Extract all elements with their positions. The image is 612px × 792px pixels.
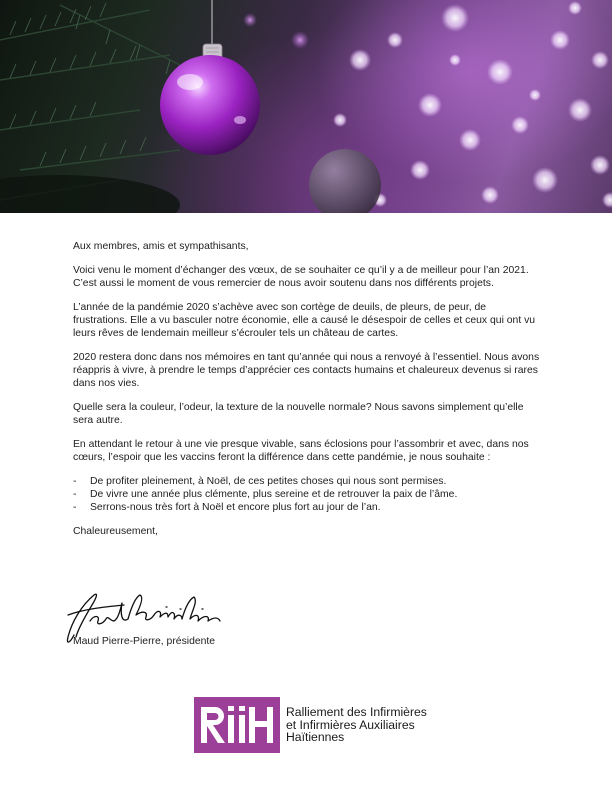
list-item: - Serrons-nous très fort à Noël et encore plus fort au jour de l’an. [73,501,543,514]
paragraph-new-normal: Quelle sera la couleur, l’odeur, la texture de la nouvelle normale? Nous savons simplement qu’elle sera autre. [73,401,524,427]
organization-name-line: Haïtiennes [286,730,345,745]
paragraph-wishes-intro: Voici venu le moment d’échanger des vœux, de se souhaiter ce qu’il y a de meilleur pour l’an 2021. C’est aussi le moment de vous remercier de nous avoir soutenu dans nos différents projets. [73,264,529,289]
closing: Chaleureusement, [73,525,158,537]
wishes-list [73,475,543,515]
header-photo [0,0,612,213]
letter-body [73,240,543,548]
paragraph-hope: En attendant le retour à une vie presque vivable, sans éclosions pour l’assombrir et avec, dans nos cœurs, l’espoir que les vaccins feront la différence dans cette pandémie, je nous souhaite : [73,438,529,463]
signer-name: Maud Pierre-Pierre, présidente [73,636,216,647]
organization-name-line: Ralliement des Infirmières [286,705,427,719]
list-item: - De vivre une année plus clémente, plus sereine et de retrouver la paix de l’âme. [73,488,543,501]
greeting: Aux membres, amis et sympathisants, [73,241,249,252]
list-item: - De profiter pleinement, à Noël, de ces petites choses qui nous sont permises. [73,475,543,488]
paragraph-memories: 2020 restera donc dans nos mémoires en tant qu’année qui nous a renvoyé à l’essentiel. Nous avons réappris à vivre, à prendre le temps d’apprécier ces contacts humains et chaleureux devenus si rares dans nos vies. [73,351,540,390]
riiah-logo-icon [194,697,280,753]
organization-name [286,706,427,744]
organization-name-line: et Infirmières Auxiliaires [286,717,415,732]
paragraph-pandemic: L’année de la pandémie 2020 s’achève avec son cortège de deuils, de pleurs, de peur, de frustrations. Elle a vu basculer notre économie, elle a causé le désespoir de celles et ceux qui ont vu leurs rêves de lendemain meilleur s’écrouler tels un château de cartes. [73,301,536,340]
ornament-scene [0,0,612,213]
